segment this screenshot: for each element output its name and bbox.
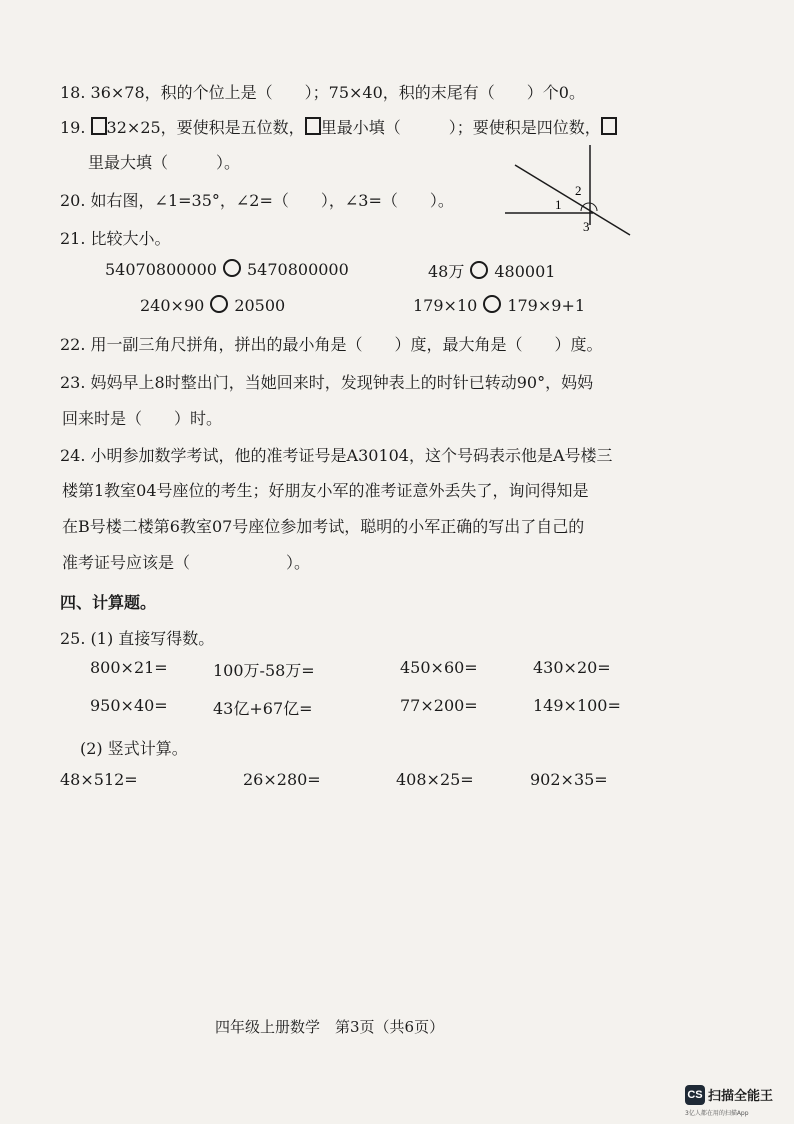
q19-text-a: 32×25，要使积是五位数， (106, 118, 305, 137)
compare-left: 179×10 (413, 296, 478, 315)
compare-right: 5470800000 (246, 260, 349, 279)
question-24-line-4: 准考证号应该是（ ）。 (62, 553, 311, 572)
question-25-part-1: 25. (1) 直接写得数。 (60, 629, 215, 648)
angle-label-2: 2 (575, 183, 582, 198)
angle-label-3: 3 (583, 219, 590, 234)
angle-diagram (505, 145, 635, 240)
calc-item: 902×35= (530, 770, 608, 789)
calc-item: 800×21= (90, 658, 168, 677)
compare-circle (210, 295, 228, 313)
calc-item: 48×512= (60, 770, 138, 789)
question-22: 22. 用一副三角尺拼角，拼出的最小角是（ ）度，最大角是（ ）度。 (60, 335, 603, 354)
compare-item-1 (105, 259, 349, 279)
blank-box (305, 117, 321, 135)
scanner-app-name: 扫描全能王 (708, 1089, 774, 1104)
scanner-slogan: 3亿人都在用的扫描App (685, 1109, 749, 1117)
compare-right: 20500 (234, 296, 286, 315)
question-21: 21. 比较大小。 (60, 229, 171, 248)
calc-item: 100万-58万= (213, 661, 315, 680)
compare-left: 54070800000 (105, 260, 217, 279)
calc-item: 408×25= (396, 770, 474, 789)
compare-right: 179×9+1 (507, 296, 586, 315)
calc-item: 26×280= (243, 770, 321, 789)
q19-text-b: 里最小填（ ）；要使积是四位数， (320, 118, 601, 137)
question-23-line-2: 回来时是（ ）时。 (62, 409, 223, 428)
blank-box (601, 117, 617, 135)
compare-circle (470, 261, 488, 279)
compare-item-4 (413, 295, 585, 315)
blank-box (91, 117, 107, 135)
compare-item-3 (140, 295, 285, 315)
angle-label-1: 1 (555, 197, 562, 212)
calc-item: 950×40= (90, 696, 168, 715)
cs-logo-icon: CS (685, 1085, 705, 1105)
scanner-watermark (685, 1084, 785, 1117)
calc-item: 430×20= (533, 658, 611, 677)
q19-text-c: 里最大填（ ）。 (88, 153, 241, 172)
question-19 (60, 115, 617, 138)
compare-left: 48万 (428, 262, 465, 281)
calc-item: 77×200= (400, 696, 478, 715)
question-23-line-1: 23. 妈妈早上8时整出门，当她回来时，发现钟表上的时针已转动90°，妈妈 (60, 373, 594, 392)
compare-item-2 (428, 259, 555, 282)
diagonal-line (515, 165, 630, 235)
question-24-line-3: 在B号楼二楼第6教室07号座位参加考试，聪明的小军正确的写出了自己的 (62, 517, 585, 536)
calc-item: 450×60= (400, 658, 478, 677)
question-18: 18. 36×78，积的个位上是（ ）；75×40，积的末尾有（ ）个0。 (60, 83, 585, 102)
page-footer: 四年级上册数学 第3页（共6页） (215, 1018, 445, 1036)
calc-item: 43亿+67亿= (213, 699, 313, 718)
compare-left: 240×90 (140, 296, 205, 315)
section-4-title: 四、计算题。 (60, 593, 157, 612)
question-24-line-1: 24. 小明参加数学考试，他的准考证号是A30104，这个号码表示他是A号楼三 (60, 446, 613, 465)
compare-circle (483, 295, 501, 313)
question-number-19: 19. (60, 118, 86, 137)
question-20: 20. 如右图，∠1=35°，∠2=（ ），∠3=（ ）。 (60, 191, 454, 210)
calc-item: 149×100= (533, 696, 621, 715)
question-25-part-2: (2) 竖式计算。 (80, 739, 188, 758)
question-24-line-2: 楼第1教室04号座位的考生；好朋友小军的准考证意外丢失了，询问得知是 (62, 481, 589, 500)
compare-right: 480001 (494, 262, 556, 281)
compare-circle (223, 259, 241, 277)
